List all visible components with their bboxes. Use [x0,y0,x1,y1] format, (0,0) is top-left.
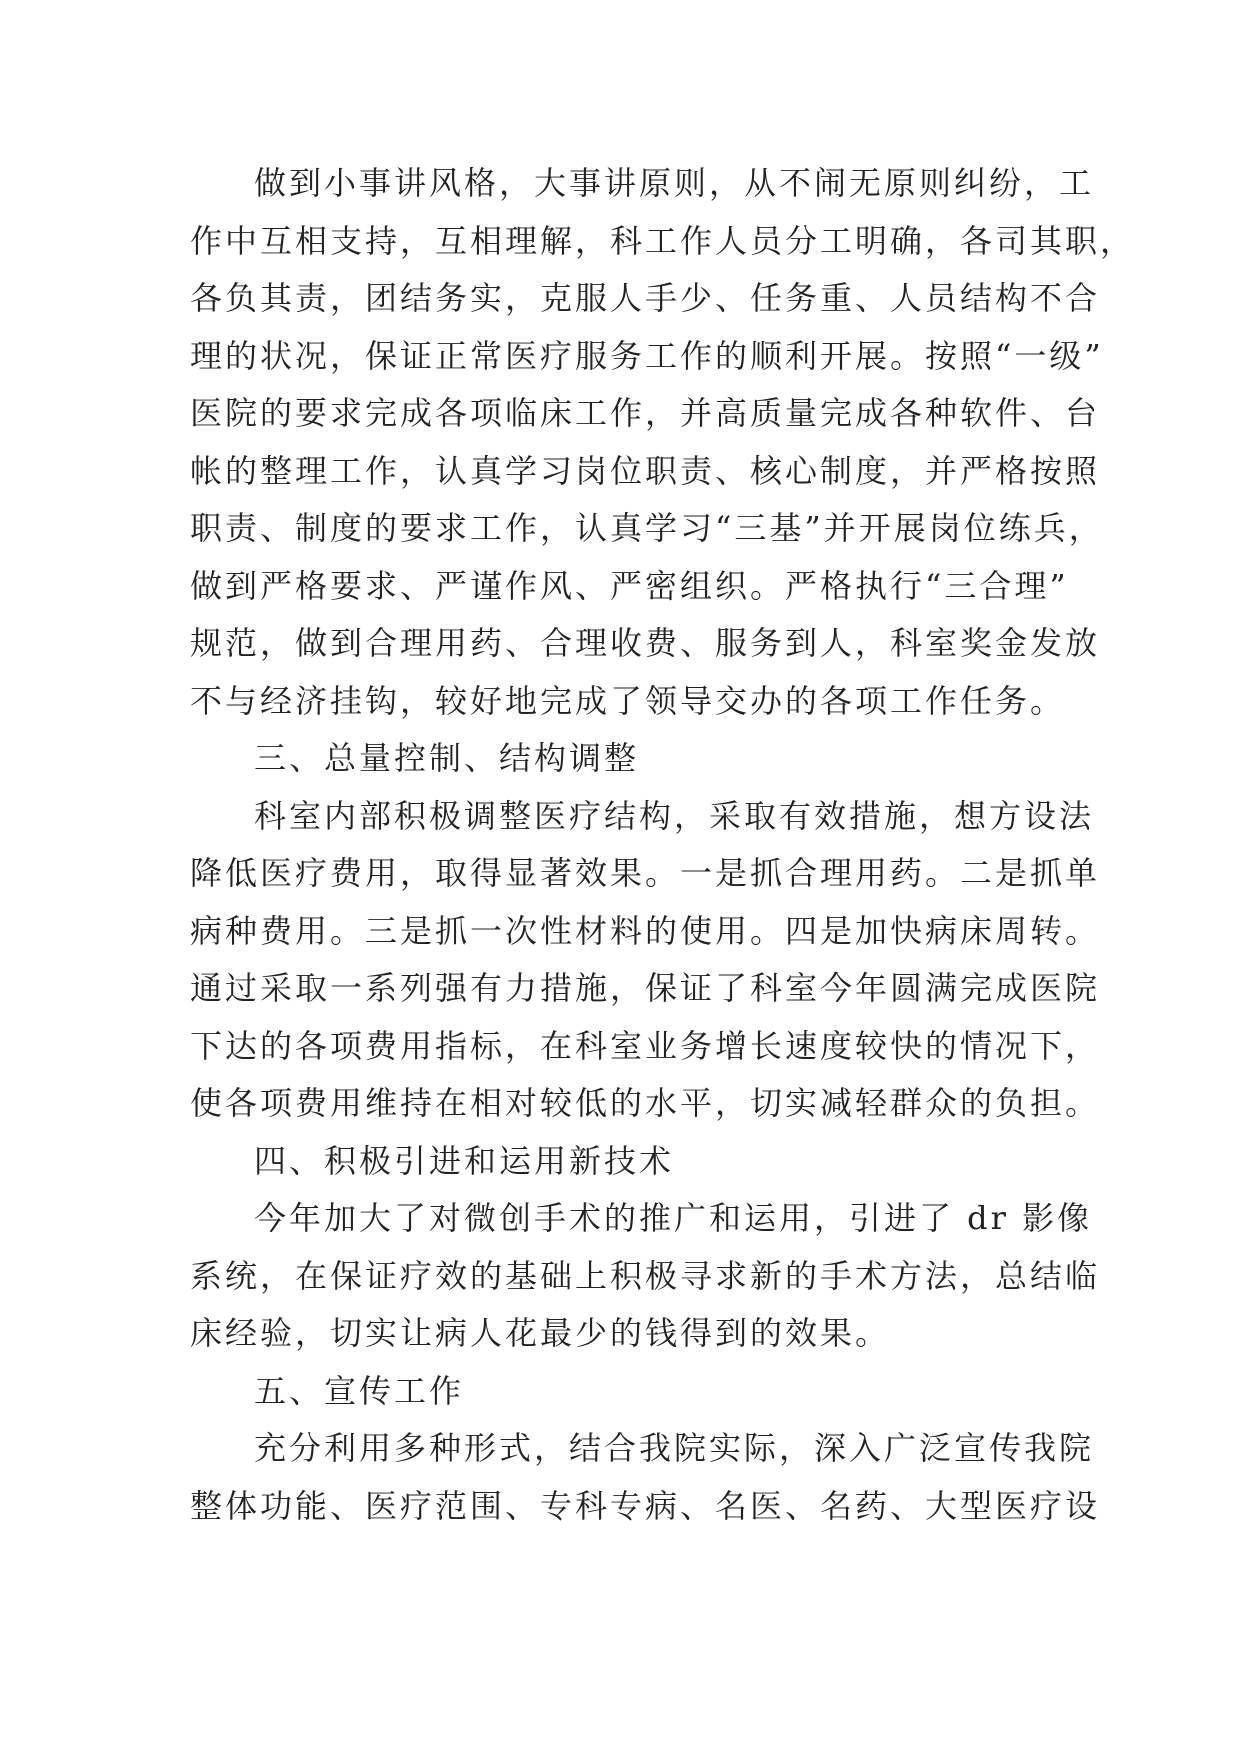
text-line: 使各项费用维持在相对较低的水平，切实减轻群众的负担。 [190,1084,1101,1122]
text-line: 充分利用多种形式，结合我院实际，深入广泛宣传我院 [254,1429,1095,1467]
text-line: 床经验，切实让病人花最少的钱得到的效果。 [190,1314,891,1352]
text-line: 做到小事讲风格，大事讲原则，从不闹无原则纠纷，工 [254,164,1095,202]
text-line: 四、积极引进和运用新技术 [254,1141,675,1180]
text-line: 通过采取一系列强有力措施，保证了科室今年圆满完成医院 [190,969,1101,1007]
text-line: 帐的整理工作，认真学习岗位职责、核心制度，并严格按照 [190,451,1101,490]
text-line: 理的状况，保证正常医疗服务工作的顺利开展。按照“一级” [190,336,1104,375]
section-heading [190,730,1060,788]
body-paragraph [190,1420,1101,1535]
text-line: 规范，做到合理用药、合理收费、服务到人，科室奖金发放 [190,624,1101,662]
text-line: 不与经济挂钩，较好地完成了领导交办的各项工作任务。 [190,681,1066,720]
text-line: 医院的要求完成各项临床工作，并高质量完成各种软件、台 [190,394,1101,432]
text-line: 科室内部积极调整医疗结构，采取有效措施，想方设法 [254,796,1095,835]
document-body [190,155,1136,1535]
text-line: 今年加大了对微创手术的推广和运用，引进了 dr 影像 [254,1199,1093,1237]
text-line: 整体功能、医疗范围、专科专病、名医、名药、大型医疗设 [190,1486,1101,1525]
text-line: 职责、制度的要求工作，认真学习“三基”并开展岗位练兵， [190,509,1104,547]
text-line: 下达的各项费用指标，在科室业务增长速度较快的情况下， [190,1026,1101,1065]
text-line: 做到严格要求、严谨作风、严密组织。严格执行“三合理” [190,566,1069,605]
body-paragraph [190,1190,1101,1363]
section-heading [190,1363,1060,1421]
text-line: 病种费用。三是抓一次性材料的使用。四是加快病床周转。 [190,911,1101,950]
text-line: 各负其责，团结务实，克服人手少、任务重、人员结构不合 [190,279,1101,317]
text-line: 系统，在保证疗效的基础上积极寻求新的手术方法，总结临 [190,1256,1101,1295]
text-line: 降低医疗费用，取得显著效果。一是抓合理用药。二是抓单 [190,854,1101,892]
text-line: 五、宣传工作 [254,1371,465,1410]
text-line: 三、总量控制、结构调整 [254,739,640,777]
section-heading [190,1133,1060,1191]
text-line: 作中互相支持，互相理解，科工作人员分工明确，各司其职， [190,221,1136,260]
body-paragraph [190,155,1136,730]
body-paragraph [190,788,1101,1133]
